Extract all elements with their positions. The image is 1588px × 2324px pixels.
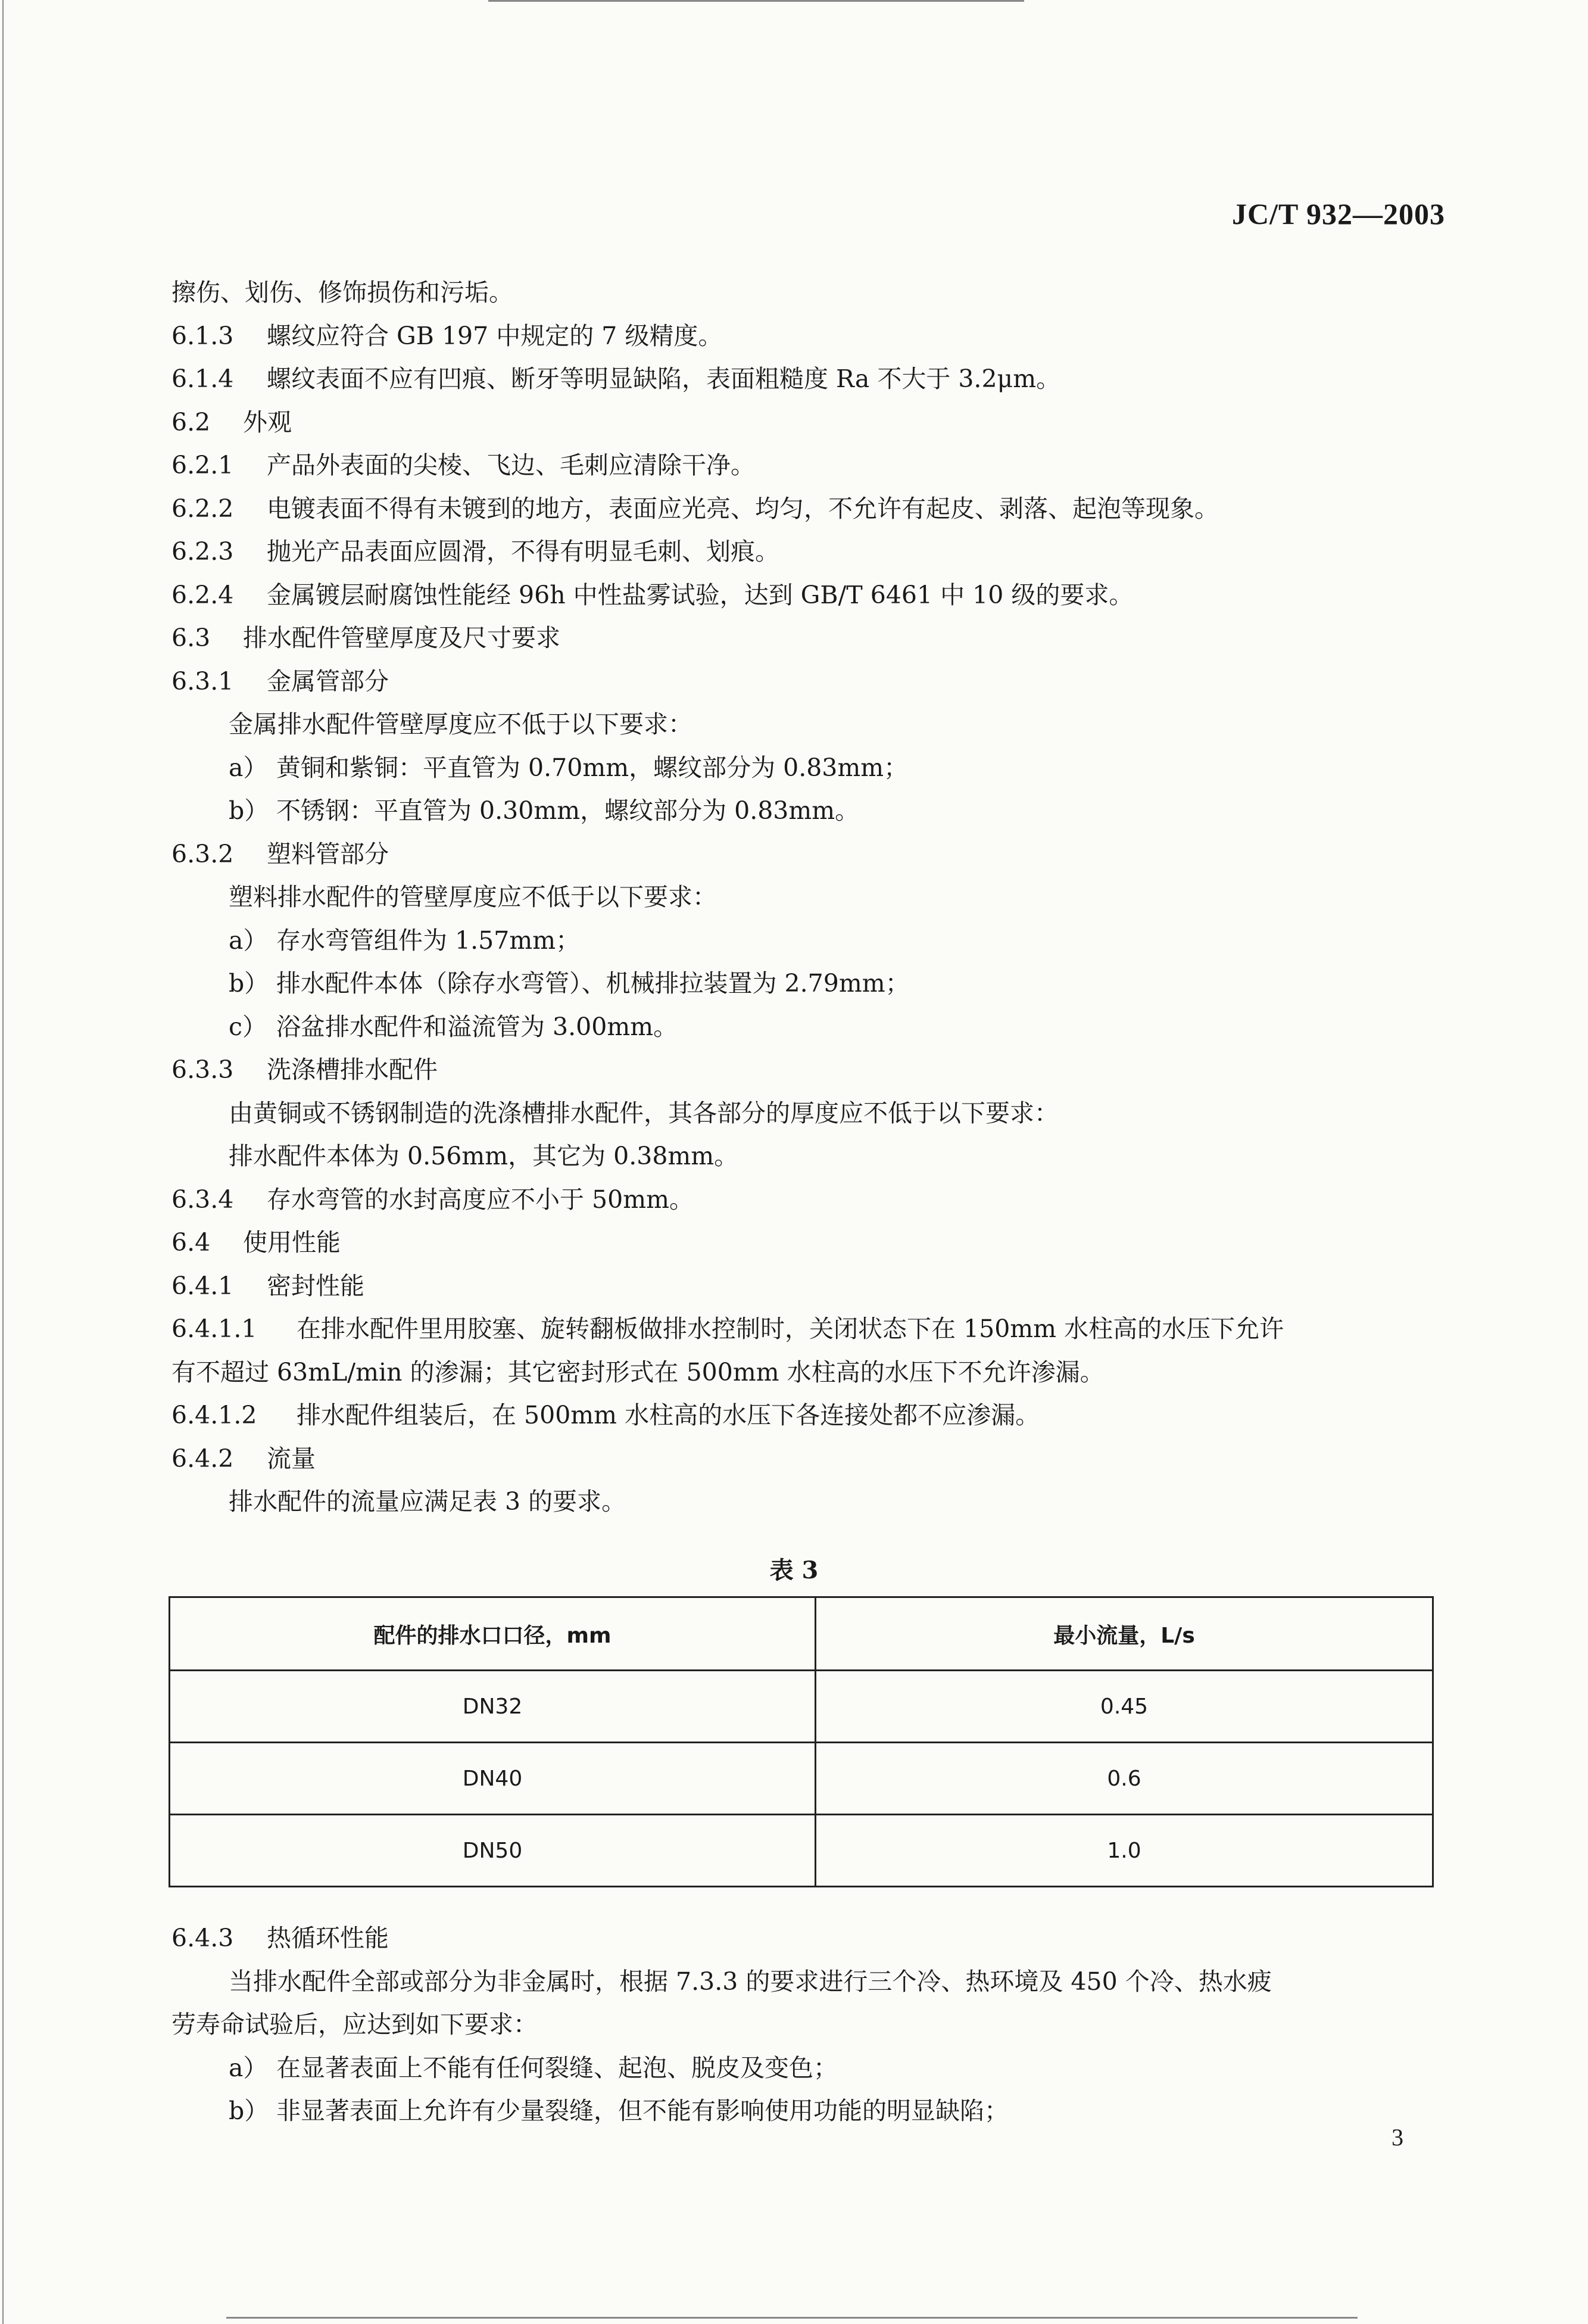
line-text: 电镀表面不得有未镀到的地方，表面应光亮、均匀，不允许有起皮、剥落、起泡等现象。 bbox=[267, 494, 1219, 523]
line-text: 螺纹表面不应有凹痕、断牙等明显缺陷，表面粗糙度 Ra 不大于 3.2μm。 bbox=[267, 365, 1061, 393]
text-line bbox=[171, 487, 1434, 531]
text-line bbox=[171, 833, 1434, 876]
line-text: 抛光产品表面应圆滑，不得有明显毛刺、划痕。 bbox=[267, 537, 779, 566]
table-cell: 0.6 bbox=[816, 1743, 1433, 1815]
table-row bbox=[170, 1743, 1433, 1815]
line-text: 擦伤、划伤、修饰损伤和污垢。 bbox=[171, 278, 513, 307]
section-number: 6.3.2 bbox=[171, 839, 234, 868]
table-header-row bbox=[170, 1597, 1433, 1671]
top-edge-line bbox=[488, 0, 1024, 2]
line-text: 流量 bbox=[267, 1444, 316, 1473]
section-number: 6.4.1.1 bbox=[171, 1314, 257, 1343]
item-label: c） bbox=[229, 1012, 267, 1041]
text-line bbox=[171, 314, 1434, 358]
table-row bbox=[170, 1815, 1433, 1887]
line-text: 排水配件本体（除存水弯管）、机械排拉装置为 2.79mm； bbox=[276, 969, 910, 998]
line-text: 在排水配件里用胶塞、旋转翻板做排水控制时，关闭状态下在 150mm 水柱高的水压下允许 bbox=[297, 1314, 1284, 1343]
table-header-cell: 最小流量，L/s bbox=[816, 1597, 1433, 1671]
line-text: 黄铜和紫铜：平直管为 0.70mm，螺纹部分为 0.83mm； bbox=[276, 753, 909, 782]
text-line bbox=[171, 401, 1434, 444]
text-line bbox=[171, 2089, 1434, 2133]
section-number: 6.2 bbox=[171, 407, 211, 437]
section-number: 6.2.2 bbox=[171, 494, 234, 523]
text-line bbox=[171, 271, 1434, 314]
table-cell: DN50 bbox=[170, 1815, 816, 1887]
table-cell: 1.0 bbox=[816, 1815, 1433, 1887]
flow-table bbox=[169, 1596, 1434, 1887]
line-text: 螺纹应符合 GB 197 中规定的 7 级精度。 bbox=[267, 321, 723, 350]
text-line bbox=[171, 1437, 1434, 1481]
text-line bbox=[171, 1178, 1434, 1222]
text-line bbox=[171, 2046, 1434, 2090]
line-text: 排水配件本体为 0.56mm，其它为 0.38mm。 bbox=[229, 1142, 739, 1170]
line-text: 当排水配件全部或部分为非金属时，根据 7.3.3 的要求进行三个冷、热环境及 450 个冷、热水疲 bbox=[229, 1967, 1272, 1996]
text-line bbox=[171, 746, 1434, 790]
text-line bbox=[171, 660, 1434, 703]
body-text bbox=[171, 271, 1434, 1524]
section-number: 6.4.3 bbox=[171, 1924, 234, 1952]
table-cell: DN32 bbox=[170, 1671, 816, 1743]
item-label: b） bbox=[229, 796, 269, 825]
text-line bbox=[171, 962, 1434, 1005]
body-text-continued bbox=[171, 1917, 1434, 2133]
text-line bbox=[171, 1307, 1434, 1351]
line-text: 密封性能 bbox=[267, 1271, 364, 1300]
line-text: 塑料排水配件的管壁厚度应不低于以下要求： bbox=[229, 883, 717, 911]
table-cell: 0.45 bbox=[816, 1671, 1433, 1743]
text-line bbox=[171, 1005, 1434, 1049]
item-label: b） bbox=[229, 2096, 269, 2125]
text-line bbox=[171, 2003, 1434, 2046]
text-line bbox=[171, 1394, 1434, 1437]
line-text: 劳寿命试验后，应达到如下要求： bbox=[171, 2010, 538, 2039]
section-number: 6.1.4 bbox=[171, 365, 234, 393]
text-line bbox=[171, 1221, 1434, 1264]
line-text: 使用性能 bbox=[243, 1228, 341, 1257]
text-line bbox=[171, 876, 1434, 919]
page-number: 3 bbox=[1392, 2124, 1403, 2151]
line-text: 产品外表面的尖棱、飞边、毛刺应清除干净。 bbox=[267, 451, 755, 479]
standard-code: JC/T 932—2003 bbox=[1232, 197, 1445, 230]
text-line bbox=[171, 1960, 1434, 2004]
line-text: 有不超过 63mL/min 的渗漏；其它密封形式在 500mm 水柱高的水压下不允许渗漏。 bbox=[171, 1357, 1105, 1387]
line-text: 不锈钢：平直管为 0.30mm，螺纹部分为 0.83mm。 bbox=[276, 796, 860, 825]
text-line bbox=[171, 357, 1434, 401]
line-text: 外观 bbox=[243, 407, 292, 437]
text-line bbox=[171, 444, 1434, 487]
section-number: 6.1.3 bbox=[171, 321, 234, 350]
line-text: 排水配件组装后，在 500mm 水柱高的水压下各连接处都不应渗漏。 bbox=[297, 1401, 1040, 1429]
text-line bbox=[171, 1135, 1434, 1178]
line-text: 金属管部分 bbox=[267, 666, 389, 696]
section-number: 6.3 bbox=[171, 624, 211, 652]
line-text: 浴盆排水配件和溢流管为 3.00mm。 bbox=[276, 1012, 678, 1041]
text-line bbox=[171, 1351, 1434, 1394]
text-line bbox=[171, 1092, 1434, 1135]
left-edge-line bbox=[2, 0, 4, 2324]
section-number: 6.3.3 bbox=[171, 1055, 234, 1084]
text-line bbox=[171, 789, 1434, 833]
line-text: 在显著表面上不能有任何裂缝、起泡、脱皮及变色； bbox=[276, 2053, 838, 2082]
line-text: 由黄铜或不锈钢制造的洗涤槽排水配件，其各部分的厚度应不低于以下要求： bbox=[229, 1098, 1059, 1127]
line-text: 塑料管部分 bbox=[267, 839, 389, 868]
table-caption: 表 3 bbox=[769, 1556, 819, 1584]
section-number: 6.4 bbox=[171, 1228, 211, 1257]
text-line bbox=[171, 919, 1434, 962]
text-line bbox=[171, 1917, 1434, 1960]
text-line bbox=[171, 574, 1434, 617]
section-number: 6.4.1 bbox=[171, 1271, 234, 1300]
table-header-cell: 配件的排水口口径，mm bbox=[170, 1597, 816, 1671]
line-text: 洗涤槽排水配件 bbox=[267, 1055, 438, 1084]
section-number: 6.2.4 bbox=[171, 580, 234, 609]
text-line bbox=[171, 530, 1434, 574]
line-text: 金属排水配件管壁厚度应不低于以下要求： bbox=[229, 710, 692, 739]
section-number: 6.2.1 bbox=[171, 451, 234, 479]
text-line bbox=[171, 1264, 1434, 1308]
item-label: a） bbox=[229, 753, 268, 782]
line-text: 非显著表面上允许有少量裂缝，但不能有影响使用功能的明显缺陷； bbox=[276, 2096, 1009, 2125]
line-text: 排水配件管壁厚度及尺寸要求 bbox=[243, 624, 560, 652]
text-line bbox=[171, 1480, 1434, 1524]
line-text: 排水配件的流量应满足表 3 的要求。 bbox=[229, 1487, 626, 1516]
line-text: 热循环性能 bbox=[267, 1924, 389, 1952]
item-label: a） bbox=[229, 2053, 268, 2082]
bottom-edge-line bbox=[226, 2317, 1358, 2319]
line-text: 存水弯管组件为 1.57mm； bbox=[276, 926, 581, 955]
section-number: 6.2.3 bbox=[171, 537, 234, 566]
text-line bbox=[171, 1048, 1434, 1092]
section-number: 6.4.2 bbox=[171, 1444, 234, 1473]
table-cell: DN40 bbox=[170, 1743, 816, 1815]
line-text: 金属镀层耐腐蚀性能经 96h 中性盐雾试验，达到 GB/T 6461 中 10 级的要求。 bbox=[267, 580, 1134, 609]
table-row bbox=[170, 1671, 1433, 1743]
section-number: 6.3.4 bbox=[171, 1185, 234, 1214]
item-label: a） bbox=[229, 926, 268, 955]
section-number: 6.3.1 bbox=[171, 666, 234, 696]
text-line bbox=[171, 616, 1434, 660]
line-text: 存水弯管的水封高度应不小于 50mm。 bbox=[267, 1185, 694, 1214]
section-number: 6.4.1.2 bbox=[171, 1401, 257, 1429]
item-label: b） bbox=[229, 969, 269, 998]
text-line bbox=[171, 703, 1434, 746]
